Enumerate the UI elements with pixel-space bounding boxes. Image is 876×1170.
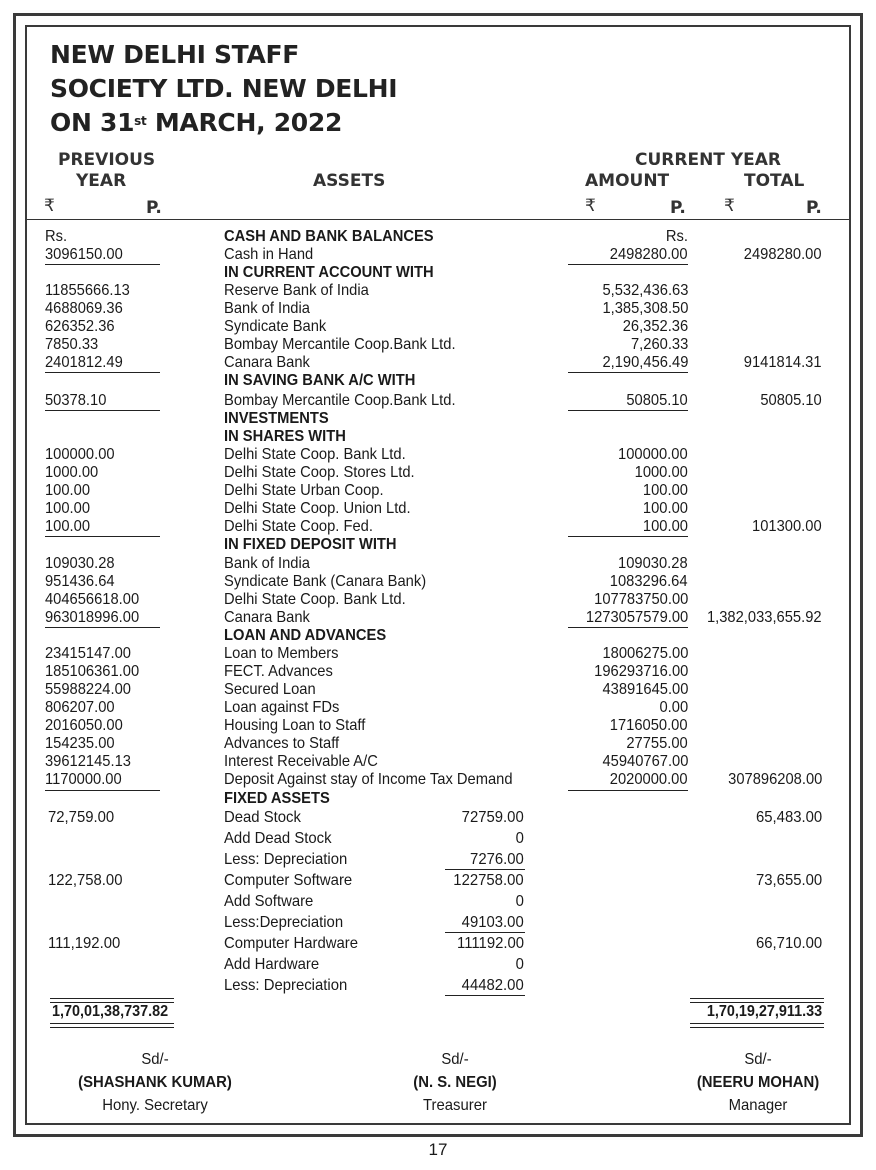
section-heading: LOAN AND ADVANCES	[224, 627, 387, 644]
section-heading: IN FIXED DEPOSIT WITH	[224, 536, 397, 553]
signatory-name: (NEERU MOHAN)	[696, 1074, 820, 1091]
amount-value: 100.00	[642, 518, 688, 535]
amount-value: 1000.00	[634, 464, 688, 481]
paise-label: P.	[806, 198, 822, 218]
sub-amount-value: 122758.00	[453, 872, 524, 889]
asset-label: Less: Depreciation	[224, 977, 348, 994]
sub-amount-value: 0	[515, 893, 524, 910]
amount-value: 2020000.00	[610, 771, 688, 788]
document-title	[50, 38, 397, 140]
asset-label: Computer Software	[224, 872, 353, 889]
previous-year-value: 23415147.00	[45, 645, 131, 662]
asset-label: Delhi State Coop. Bank Ltd.	[224, 446, 406, 463]
signature-secretary	[62, 1048, 248, 1117]
rupee-symbol: ₹	[724, 196, 735, 216]
amount-value: 45940767.00	[602, 753, 688, 770]
signature-mark: Sd/-	[141, 1051, 169, 1068]
total-value: 1,382,033,655.92	[707, 609, 822, 626]
amount-value: 18006275.00	[602, 645, 688, 662]
amount-value: 1083296.64	[610, 573, 688, 590]
asset-label: Cash in Hand	[224, 246, 314, 263]
signatory-name: (SHASHANK KUMAR)	[78, 1074, 232, 1091]
signatory-role: Manager	[728, 1097, 788, 1114]
table-row	[0, 954, 876, 975]
header-assets: ASSETS	[313, 171, 386, 191]
asset-label: Delhi State Coop. Fed.	[224, 518, 373, 535]
previous-year-value: 2401812.49	[45, 354, 123, 371]
table-row	[0, 912, 876, 933]
previous-year-value: 50378.10	[45, 392, 107, 409]
asset-label: Delhi State Coop. Union Ltd.	[224, 500, 411, 517]
asset-label: Syndicate Bank	[224, 318, 327, 335]
sub-amount-value: 0	[515, 956, 524, 973]
table-row	[0, 246, 876, 264]
amount-value: 109030.28	[618, 555, 688, 572]
previous-year-value: 626352.36	[45, 318, 115, 335]
signatory-role: Treasurer	[423, 1097, 487, 1114]
amount-value: 2,190,456.49	[602, 354, 688, 371]
previous-year-value: 111,192.00	[48, 935, 121, 952]
subtotal-rule	[45, 627, 160, 628]
subtotal-rule	[568, 410, 688, 411]
table-row	[0, 300, 876, 318]
signature-treasurer	[362, 1048, 548, 1117]
depreciation-rule	[445, 995, 525, 996]
table-row	[0, 609, 876, 627]
asset-label: Delhi State Coop. Bank Ltd.	[224, 591, 406, 608]
amount-value: 7,260.33	[630, 336, 688, 353]
header-total: TOTAL	[744, 171, 805, 191]
subtotal-rule	[568, 372, 688, 373]
amount-value: 2498280.00	[610, 246, 688, 263]
asset-label: Computer Hardware	[224, 935, 358, 952]
total-value: 65,483.00	[755, 809, 822, 826]
total-value: 66,710.00	[755, 935, 822, 952]
sub-amount-value: 49103.00	[461, 914, 524, 931]
amount-value: 5,532,436.63	[602, 282, 688, 299]
title-date-suffix: st	[134, 114, 147, 128]
asset-label: Canara Bank	[224, 354, 310, 371]
signatory-name: (N. S. NEGI)	[413, 1074, 497, 1091]
table-row	[0, 891, 876, 912]
signature-manager	[665, 1048, 851, 1117]
section-heading: FIXED ASSETS	[224, 790, 330, 807]
table-row	[0, 681, 876, 699]
asset-label: FECT. Advances	[224, 663, 333, 680]
previous-year-value: 1000.00	[45, 464, 99, 481]
sub-amount-value: 0	[515, 830, 524, 847]
amount-value: 1716050.00	[610, 717, 688, 734]
sub-amount-value: 44482.00	[461, 977, 524, 994]
header-year: YEAR	[76, 171, 127, 191]
total-value: 73,655.00	[755, 872, 822, 889]
amount-value: 100000.00	[618, 446, 688, 463]
table-row	[0, 446, 876, 464]
amount-value: 196293716.00	[593, 663, 688, 680]
asset-label: Bank of India	[224, 300, 310, 317]
table-row	[0, 735, 876, 753]
table-row	[0, 771, 876, 789]
title-date-day: ON 31	[50, 108, 135, 137]
amount-value: 100.00	[642, 482, 688, 499]
previous-year-value: 100.00	[45, 500, 91, 517]
table-row	[0, 482, 876, 500]
paise-label: P.	[146, 198, 162, 218]
depreciation-rule	[445, 869, 525, 870]
asset-label: Bombay Mercantile Coop.Bank Ltd.	[224, 336, 456, 353]
table-row	[0, 645, 876, 663]
section-heading: IN CURRENT ACCOUNT WITH	[224, 264, 434, 281]
section-heading: INVESTMENTS	[224, 410, 329, 427]
grand-total-current: 1,70,19,27,911.33	[706, 1003, 822, 1020]
table-row	[0, 518, 876, 536]
table-row	[0, 354, 876, 372]
previous-year-value: 122,758.00	[48, 872, 123, 889]
table-row	[0, 828, 876, 849]
asset-label: Bank of India	[224, 555, 310, 572]
amount-value: 1,385,308.50	[602, 300, 688, 317]
subtotal-rule	[568, 264, 688, 265]
sub-amount-value: 111192.00	[456, 935, 524, 952]
table-row	[0, 663, 876, 681]
previous-year-value: 55988224.00	[45, 681, 131, 698]
table-row	[0, 410, 876, 428]
asset-label: Add Hardware	[224, 956, 320, 973]
header-previous: PREVIOUS	[58, 150, 156, 170]
table-row	[0, 536, 876, 554]
asset-label: Syndicate Bank (Canara Bank)	[224, 573, 427, 590]
previous-year-value: 185106361.00	[45, 663, 140, 680]
table-row	[0, 573, 876, 591]
total-value: 101300.00	[752, 518, 822, 535]
table-row	[0, 464, 876, 482]
currency-label: Rs.	[665, 228, 688, 245]
rupee-symbol: ₹	[585, 196, 596, 216]
subtotal-rule	[45, 372, 160, 373]
asset-label: Loan against FDs	[224, 699, 340, 716]
amount-value: 43891645.00	[602, 681, 688, 698]
signatory-role: Hony. Secretary	[102, 1097, 208, 1114]
title-line-3	[50, 106, 397, 140]
subtotal-rule	[45, 410, 160, 411]
previous-year-value: 806207.00	[45, 699, 115, 716]
table-row	[0, 372, 876, 390]
previous-year-value: 100.00	[45, 482, 91, 499]
table-row	[0, 264, 876, 282]
total-value: 2498280.00	[744, 246, 822, 263]
grand-total-rule	[50, 1023, 174, 1028]
grand-total-previous: 1,70,01,38,737.82	[52, 1003, 169, 1020]
header-current-year: CURRENT YEAR	[635, 150, 781, 170]
page-number: 17	[428, 1140, 448, 1159]
amount-value: 50805.10	[626, 392, 688, 409]
amount-value: 0.00	[659, 699, 688, 716]
asset-label: Housing Loan to Staff	[224, 717, 366, 734]
asset-label: Interest Receivable A/C	[224, 753, 378, 770]
table-row	[0, 228, 876, 246]
total-value: 307896208.00	[727, 771, 822, 788]
asset-label: Dead Stock	[224, 809, 301, 826]
table-row	[0, 933, 876, 954]
asset-label: Less: Depreciation	[224, 851, 348, 868]
previous-year-value: 963018996.00	[45, 609, 140, 626]
sub-amount-value: 72759.00	[461, 809, 524, 826]
total-value: 9141814.31	[744, 354, 822, 371]
subtotal-rule	[568, 790, 688, 791]
table-row	[0, 807, 876, 828]
amount-value: 26,352.36	[622, 318, 688, 335]
amount-value: 27755.00	[626, 735, 688, 752]
asset-label: Less:Depreciation	[224, 914, 344, 931]
signature-mark: Sd/-	[441, 1051, 469, 1068]
previous-year-value: 4688069.36	[45, 300, 123, 317]
asset-label: Advances to Staff	[224, 735, 340, 752]
previous-year-value: 154235.00	[45, 735, 115, 752]
previous-year-value: 72,759.00	[48, 809, 115, 826]
table-row	[0, 500, 876, 518]
depreciation-rule	[445, 932, 525, 933]
subtotal-rule	[45, 264, 160, 265]
grand-total-rule	[690, 1023, 824, 1028]
amount-value: 1273057579.00	[585, 609, 688, 626]
asset-label: Delhi State Coop. Stores Ltd.	[224, 464, 415, 481]
table-row	[0, 753, 876, 771]
asset-label: Add Software	[224, 893, 314, 910]
rupee-symbol: ₹	[44, 196, 55, 216]
previous-year-value: 100000.00	[45, 446, 115, 463]
previous-year-value: 100.00	[45, 518, 91, 535]
table-row	[0, 336, 876, 354]
table-row	[0, 627, 876, 645]
table-row	[0, 282, 876, 300]
paise-label: P.	[670, 198, 686, 218]
subtotal-rule	[45, 790, 160, 791]
asset-label: Canara Bank	[224, 609, 310, 626]
table-row	[0, 428, 876, 446]
asset-label: Secured Loan	[224, 681, 316, 698]
header-rule	[27, 219, 849, 220]
table-row	[0, 318, 876, 336]
table-row	[0, 849, 876, 870]
table-row	[0, 717, 876, 735]
table-row	[0, 392, 876, 410]
previous-year-value: 39612145.13	[45, 753, 131, 770]
table-row	[0, 591, 876, 609]
total-value: 50805.10	[760, 392, 822, 409]
sub-amount-value: 7276.00	[470, 851, 524, 868]
table-row	[0, 699, 876, 717]
header-amount: AMOUNT	[585, 171, 670, 191]
subtotal-rule	[568, 536, 688, 537]
signature-mark: Sd/-	[744, 1051, 772, 1068]
section-heading: CASH AND BANK BALANCES	[224, 228, 434, 245]
previous-year-value: 404656618.00	[45, 591, 140, 608]
title-line-2: SOCIETY LTD. NEW DELHI	[50, 74, 398, 103]
asset-label: Bombay Mercantile Coop.Bank Ltd.	[224, 392, 456, 409]
section-heading: IN SHARES WITH	[224, 428, 346, 445]
subtotal-rule	[45, 536, 160, 537]
currency-label: Rs.	[45, 228, 68, 245]
asset-label: Loan to Members	[224, 645, 339, 662]
amount-value: 100.00	[642, 500, 688, 517]
previous-year-value: 3096150.00	[45, 246, 123, 263]
title-date-month: MARCH, 2022	[146, 108, 343, 137]
previous-year-value: 2016050.00	[45, 717, 123, 734]
table-row	[0, 790, 876, 808]
previous-year-value: 1170000.00	[45, 771, 122, 788]
subtotal-rule	[568, 627, 688, 628]
title-line-1: NEW DELHI STAFF	[50, 40, 300, 69]
asset-label: Reserve Bank of India	[224, 282, 369, 299]
section-heading: IN SAVING BANK A/C WITH	[224, 372, 416, 389]
previous-year-value: 11855666.13	[45, 282, 130, 299]
previous-year-value: 7850.33	[45, 336, 99, 353]
table-row	[0, 975, 876, 996]
asset-label: Add Dead Stock	[224, 830, 332, 847]
table-row	[0, 870, 876, 891]
previous-year-value: 109030.28	[45, 555, 115, 572]
previous-year-value: 951436.64	[45, 573, 115, 590]
asset-label: Delhi State Urban Coop.	[224, 482, 384, 499]
table-row	[0, 555, 876, 573]
asset-label: Deposit Against stay of Income Tax Demand	[224, 771, 513, 788]
amount-value: 107783750.00	[593, 591, 688, 608]
